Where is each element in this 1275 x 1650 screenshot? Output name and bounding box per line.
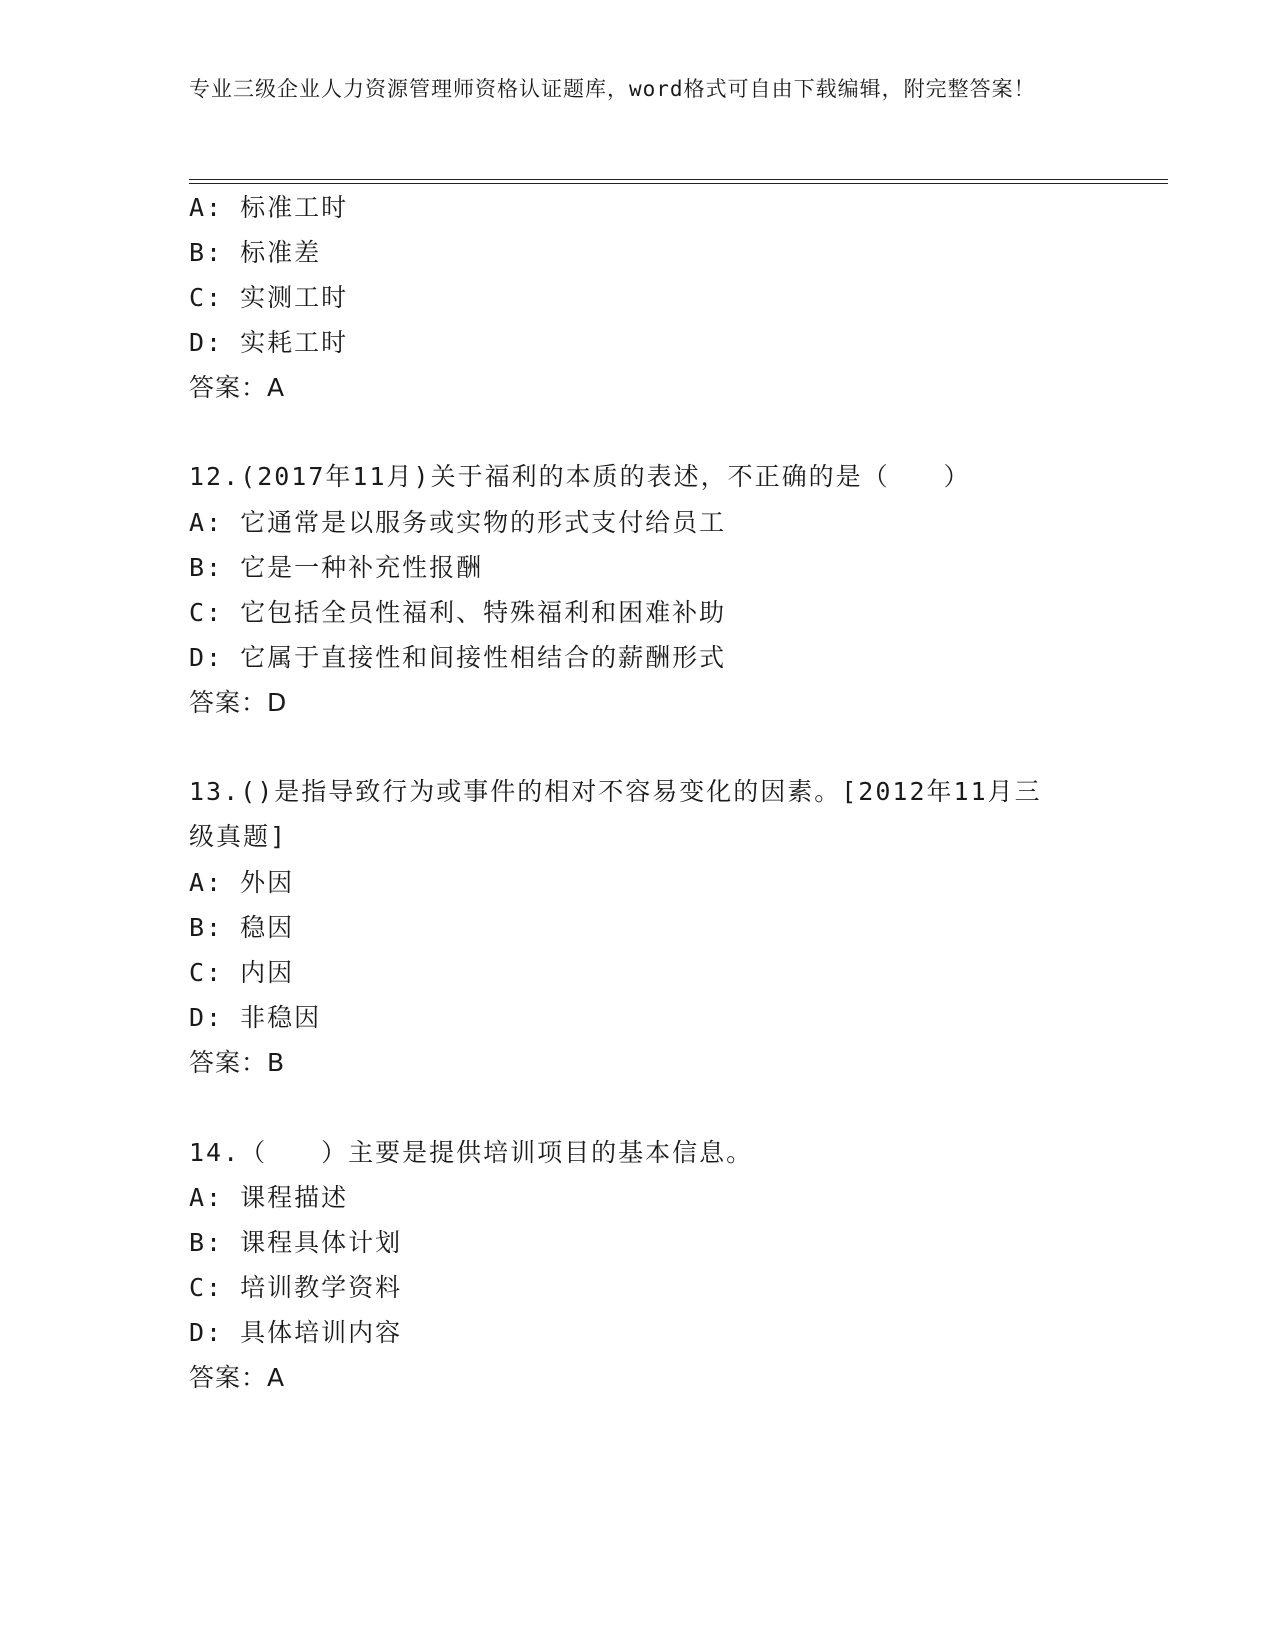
q12-option-a: A: 它通常是以服务或实物的形式支付给员工: [189, 508, 727, 537]
q11-answer: 答案：A: [189, 373, 286, 402]
q12-question: 12.(2017年11月)关于福利的本质的表述，不正确的是（ ）: [189, 462, 971, 491]
q14-option-c: C: 培训教学资料: [189, 1273, 403, 1302]
q12-option-c: C: 它包括全员性福利、特殊福利和困难补助: [189, 598, 727, 627]
q11-option-d: D: 实耗工时: [189, 328, 349, 357]
q12-option-d: D: 它属于直接性和间接性相结合的薪酬形式: [189, 643, 727, 672]
q12-option-b: B: 它是一种补充性报酬: [189, 553, 484, 582]
q14-option-a: A: 课程描述: [189, 1183, 349, 1212]
q13-question-line2: 级真题]: [189, 822, 288, 851]
q13-option-c: C: 内因: [189, 958, 295, 987]
q13-answer: 答案：B: [189, 1048, 286, 1077]
q12-answer: 答案：D: [189, 688, 288, 717]
q13-option-d: D: 非稳因: [189, 1003, 322, 1032]
document-header: 专业三级企业人力资源管理师资格认证题库，word格式可自由下载编辑，附完整答案！: [189, 77, 1036, 101]
q14-option-b: B: 课程具体计划: [189, 1228, 403, 1257]
header-divider-bottom: [189, 183, 1168, 184]
q11-option-a: A: 标准工时: [189, 193, 349, 222]
header-divider-top: [189, 179, 1168, 180]
q14-answer: 答案：A: [189, 1363, 286, 1392]
q11-option-c: C: 实测工时: [189, 283, 349, 312]
q14-option-d: D: 具体培训内容: [189, 1318, 403, 1347]
q14-question: 14.（ ）主要是提供培训项目的基本信息。: [189, 1138, 754, 1167]
q13-option-a: A: 外因: [189, 868, 295, 897]
q13-question-line1: 13.()是指导致行为或事件的相对不容易变化的因素。[2012年11月三: [189, 777, 1042, 806]
q11-option-b: B: 标准差: [189, 238, 322, 267]
q13-option-b: B: 稳因: [189, 913, 295, 942]
